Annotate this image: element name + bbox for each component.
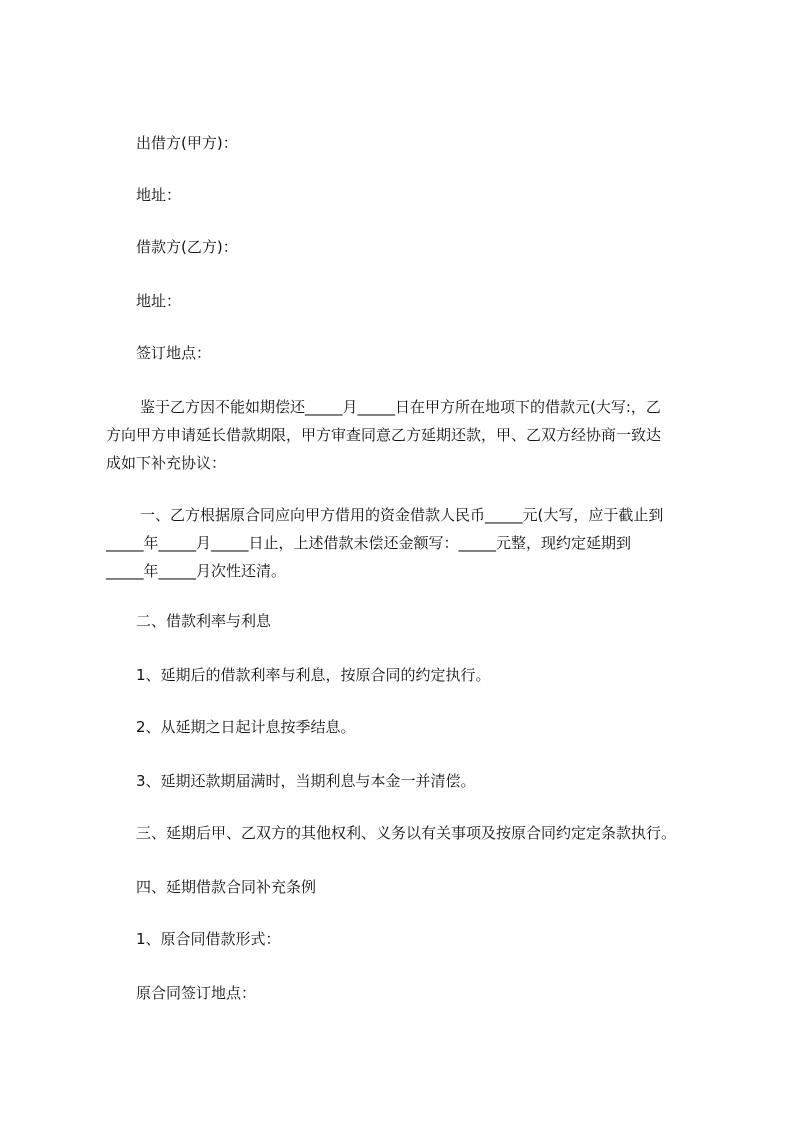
clause3-line: 三、延期后甲、乙双方的其他权利、义务以有关事项及按原合同约定定条款执行。 <box>136 824 677 842</box>
lender-line: 出借方(甲方)： <box>136 134 238 152</box>
borrower-line: 借款方(乙方)： <box>136 238 238 256</box>
lender-address-line: 地址： <box>136 186 182 204</box>
original-sign-place-line: 原合同签订地点： <box>136 984 257 1002</box>
preamble-line-3: 成如下补充协议： <box>106 454 227 472</box>
clause1-line-1: 一、乙方根据原合同应向甲方借用的资金借款人民币_____元(大写，应于截止到 <box>140 506 664 524</box>
preamble-line-1: 鉴于乙方因不能如期偿还_____月_____日在甲方所在地项下的借款元(大写:，乙 <box>140 398 661 416</box>
clause4-item-1: 1、原合同借款形式： <box>136 930 281 948</box>
clause1-line-2: _____年_____月_____日止，上述借款未偿还金额写：_____元整，现约定延期到 <box>106 534 632 552</box>
clause2-title: 二、借款利率与利息 <box>136 612 272 630</box>
clause2-item-2: 2、从延期之日起计息按季结息。 <box>136 718 356 736</box>
sign-place-line: 签订地点： <box>136 344 212 362</box>
clause4-title: 四、延期借款合同补充条例 <box>136 878 317 896</box>
preamble-line-2: 方向甲方申请延长借款期限，甲方审查同意乙方延期还款，甲、乙双方经协商一致达 <box>106 426 662 444</box>
clause1-line-3: _____年_____月次性还清。 <box>106 562 287 580</box>
clause2-item-3: 3、延期还款期届满时，当期利息与本金一并清偿。 <box>136 772 476 790</box>
borrower-address-line: 地址： <box>136 292 182 310</box>
clause2-item-1: 1、延期后的借款利率与利息，按原合同的约定执行。 <box>136 666 491 684</box>
